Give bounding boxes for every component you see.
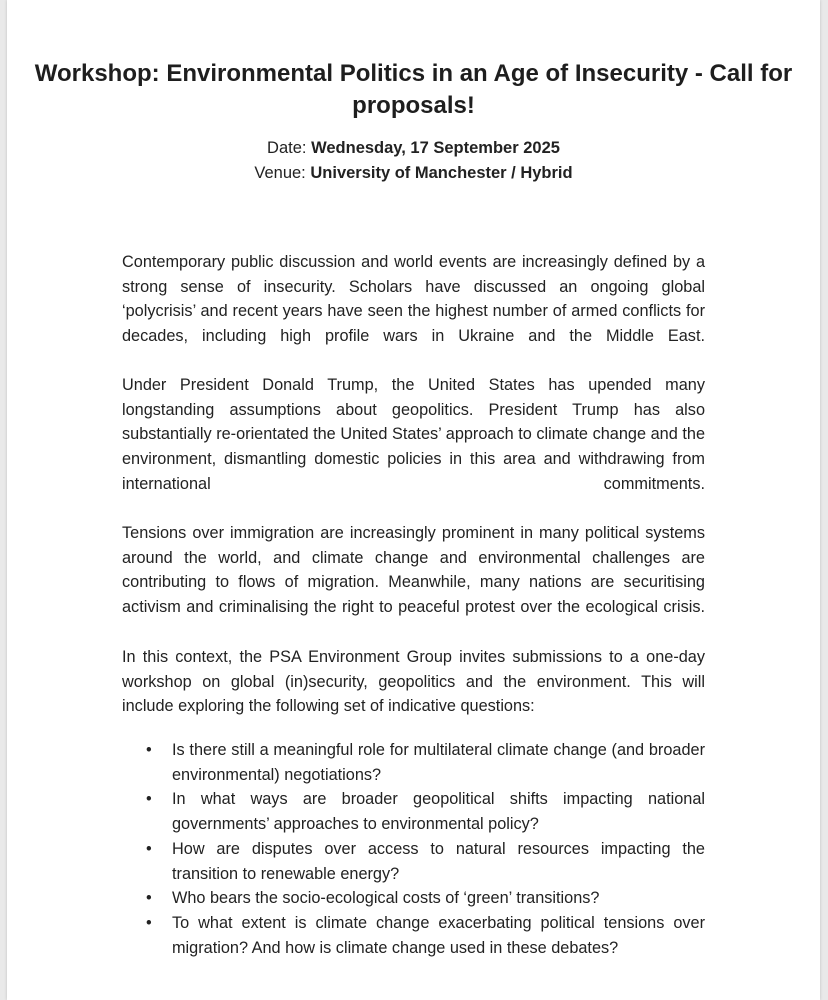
page-title: Workshop: Environmental Politics in an Age of Insecurity - Call for proposals! <box>34 60 793 119</box>
bullet-icon: • <box>146 790 152 809</box>
questions-list <box>122 738 705 960</box>
event-date <box>7 136 820 160</box>
date-value: Wednesday, 17 September 2025 <box>311 139 560 157</box>
bullet-icon: • <box>146 741 152 759</box>
list-item <box>122 886 705 911</box>
question-text: Is there still a meaningful role for multilateral climate change (and broader environmental) negotiations? <box>172 741 705 784</box>
paragraph-trump: Under President Donald Trump, the United States has upended many longstanding assumptions about geopolitics. President Trump has also substantially re-orientated the United States’ approach to climate change and the environment, dismantling domestic policies in this area and withdrawing from international commitments. <box>122 376 705 493</box>
venue-label: Venue: <box>254 164 306 182</box>
question-text: How are disputes over access to natural resources impacting the transition to renewable energy? <box>172 839 705 883</box>
document-page <box>7 0 820 1000</box>
question-text: In what ways are broader geopolitical shifts impacting national governments’ approaches to environmental policy? <box>172 790 705 834</box>
bullet-icon: • <box>146 913 152 932</box>
paragraph-insecurity: Contemporary public discussion and world events are increasingly defined by a strong sense of insecurity. Scholars have discussed an ongoing global ‘polycrisis’ and recent years have seen the highest number of armed conflicts for decades, including high profile wars in Ukraine and the Middle East. <box>122 253 705 346</box>
list-item <box>122 738 705 787</box>
event-venue <box>7 161 820 185</box>
list-item <box>122 911 705 960</box>
date-label: Date: <box>267 139 307 157</box>
list-item <box>122 787 705 836</box>
paragraph-immigration: Tensions over immigration are increasingly prominent in many political systems around the world, and climate change and environmental challenges are contributing to flows of migration. Meanwhile, many nations are securitising activism and criminalising the right to peaceful protest over the ecological crisis. <box>122 524 705 617</box>
bullet-icon: • <box>146 839 152 858</box>
question-text: Who bears the socio-ecological costs of ‘green’ transitions? <box>172 889 600 908</box>
venue-value: University of Manchester / Hybrid <box>310 164 573 182</box>
paragraph-invitation: In this context, the PSA Environment Group invites submissions to a one-day workshop on global (in)security, geopolitics and the environment. This will include exploring the following set of indicative questions: <box>122 648 705 716</box>
question-text: To what extent is climate change exacerbating political tensions over migration? And how is climate change used in these debates? <box>172 913 705 957</box>
list-item <box>122 837 705 886</box>
bullet-icon: • <box>146 889 152 908</box>
